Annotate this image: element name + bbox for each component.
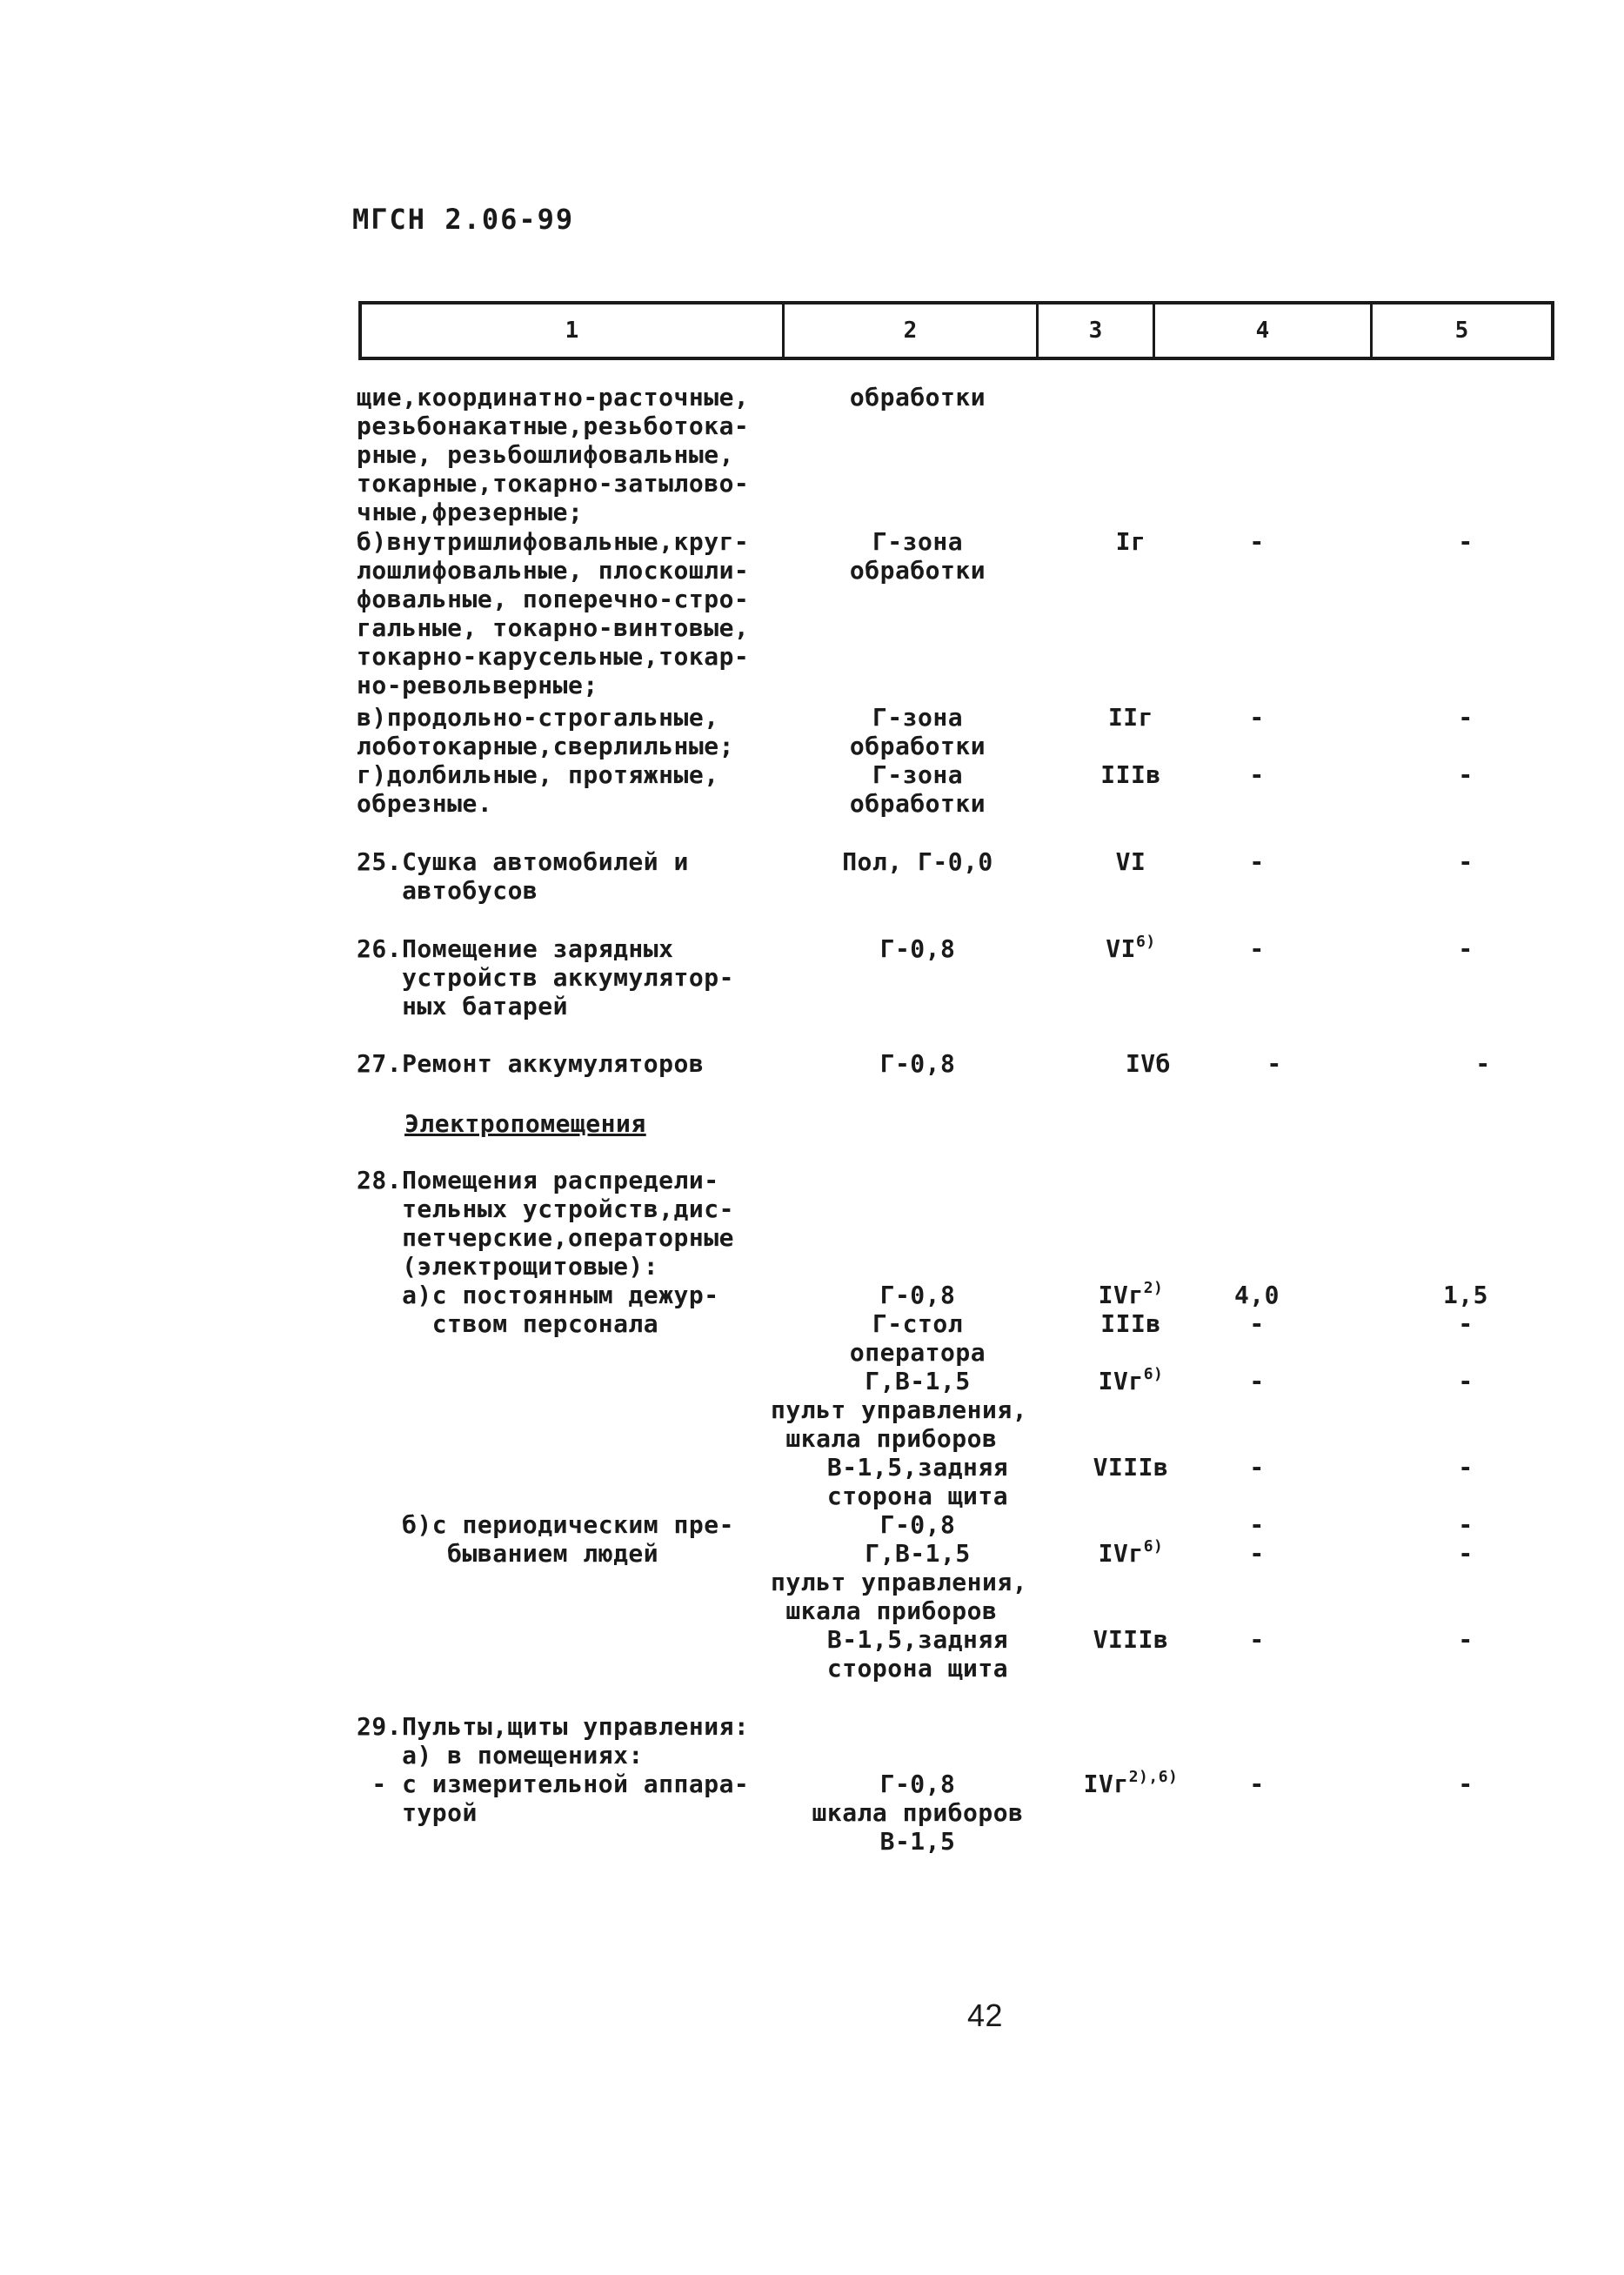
row-26-col5: -	[1458, 934, 1474, 963]
row-b-col4: -	[1249, 527, 1265, 556]
row-28a-col1: а)с постоянным дежур- ством персонала	[402, 1281, 719, 1338]
row-28a3-col4: -	[1249, 1367, 1265, 1395]
row-g-col4: -	[1249, 760, 1265, 789]
row-28a4-col5: -	[1458, 1453, 1474, 1482]
row-g-col5: -	[1458, 760, 1474, 789]
row-29-col1: 29.Пульты,щиты управления: а) в помещениях: - с измерительной аппара- турой	[357, 1712, 750, 1827]
row-28a2-col4: -	[1249, 1309, 1265, 1338]
row-28a3-col2: Г,В-1,5	[865, 1367, 971, 1395]
row-27-col5: -	[1475, 1049, 1491, 1078]
row-g-col1: г)долбильные, протяжные, обрезные.	[357, 760, 719, 818]
row-27-col2: Г-0,8	[879, 1049, 956, 1078]
row-28a3-col3	[1061, 1367, 1200, 1399]
row-28a1-col5: 1,5	[1442, 1281, 1489, 1309]
row-b-col2: Г-зона обработки	[849, 527, 986, 585]
row-25-col3: VI	[1115, 847, 1146, 876]
row-27-col4: -	[1266, 1049, 1282, 1078]
row-28b2-col3	[1061, 1539, 1200, 1571]
row-28b2-class: IVг	[1098, 1539, 1144, 1568]
row-28-col1: 28.Помещения распредели- тельных устройств,дис- петчерские,операторные (электрощитовые):	[357, 1166, 734, 1281]
row-28a4-col3: VIIIв	[1093, 1453, 1169, 1482]
row-28a2-col5: -	[1458, 1309, 1474, 1338]
section-heading: Электропомещения	[404, 1109, 646, 1138]
row-28b-col1: б)с периодическим пре- быванием людей	[402, 1510, 734, 1568]
row-28b1-col2: Г-0,8	[879, 1510, 956, 1539]
row-25-col4: -	[1249, 847, 1265, 876]
row-28a4-col2: В-1,5,задняя сторона щита	[826, 1453, 1009, 1510]
row-25-col1: 25.Сушка автомобилей и автобусов	[357, 847, 689, 905]
page-number: 42	[967, 1997, 1004, 2033]
row-29-class: IVг	[1083, 1770, 1129, 1798]
header-col-1: 1	[362, 304, 785, 357]
row-28b2-col2: Г,В-1,5	[865, 1539, 971, 1568]
row-b-col1: б)внутришлифовальные,круг- лошлифовальные, плоскошли- фовальные, поперечно-стро- гальные, токарно-винтовые, токарно-карусельные,токар- но-револьверные;	[357, 527, 750, 699]
cont-col2: обработки	[849, 383, 986, 412]
row-25-col5: -	[1458, 847, 1474, 876]
row-28b2-col5: -	[1458, 1539, 1474, 1568]
row-29-col4: -	[1249, 1770, 1265, 1798]
row-28b1-col4: -	[1249, 1510, 1265, 1539]
row-g-col3: IIIв	[1100, 760, 1161, 789]
cont-col1: щие,координатно-расточные, резьбонакатные,резьботока- рные, резьбошлифовальные, токарные,токарно-затылово- чные,фрезерные;	[357, 383, 750, 526]
table-header	[358, 301, 1554, 360]
row-b-col3: Iг	[1115, 527, 1146, 556]
row-v-col3: IIг	[1107, 703, 1154, 732]
row-v-col2: Г-зона обработки	[849, 703, 986, 760]
row-29-footnote: 2),6)	[1128, 1768, 1179, 1786]
row-26-col2: Г-0,8	[879, 934, 956, 963]
row-28a1-col2: Г-0,8	[879, 1281, 956, 1309]
row-28a1-class: IVг	[1098, 1281, 1144, 1309]
row-28a3-footnote: 6)	[1143, 1365, 1164, 1383]
row-29-col2: Г-0,8 шкала приборов В-1,5	[812, 1770, 1024, 1856]
row-28b2-col2-note: пульт управления, шкала приборов	[771, 1568, 1028, 1625]
row-28a3-col2-note: пульт управления, шкала приборов	[771, 1395, 1028, 1453]
row-b-col5: -	[1458, 527, 1474, 556]
row-28b3-col3: VIIIв	[1093, 1625, 1169, 1654]
row-28a1-col4: 4,0	[1233, 1281, 1280, 1309]
row-v-col5: -	[1458, 703, 1474, 732]
header-col-5: 5	[1454, 318, 1469, 344]
row-27-col1: 27.Ремонт аккумуляторов	[357, 1049, 705, 1078]
row-26-col1: 26.Помещение зарядных устройств аккумулятор- ных батарей	[357, 934, 734, 1020]
row-28b2-footnote: 6)	[1143, 1537, 1164, 1556]
row-28a3-col5: -	[1458, 1367, 1474, 1395]
row-26-col3	[1061, 934, 1200, 967]
row-28a4-col4: -	[1249, 1453, 1265, 1482]
row-28a1-footnote: 2)	[1143, 1279, 1164, 1297]
row-29-col5: -	[1458, 1770, 1474, 1798]
document-code: МГСН 2.06-99	[352, 203, 575, 236]
row-28a1-col3	[1061, 1281, 1200, 1313]
row-28b3-col5: -	[1458, 1625, 1474, 1654]
row-26-class: VI	[1106, 934, 1137, 963]
row-28a2-col3: IIIв	[1100, 1309, 1161, 1338]
row-28b3-col2: В-1,5,задняя сторона щита	[826, 1625, 1009, 1683]
row-g-col2: Г-зона обработки	[849, 760, 986, 818]
row-26-col4: -	[1249, 934, 1265, 963]
row-28b2-col4: -	[1249, 1539, 1265, 1568]
row-28a3-class: IVг	[1098, 1367, 1144, 1395]
header-col-3: 3	[1039, 304, 1155, 357]
row-26-footnote: 6)	[1136, 933, 1156, 951]
row-29-col3	[1061, 1770, 1200, 1802]
row-v-col1: в)продольно-строгальные, лоботокарные,сверлильные;	[357, 703, 734, 760]
row-28b1-col5: -	[1458, 1510, 1474, 1539]
header-col-4: 4	[1155, 304, 1373, 357]
row-25-col2: Пол, Г-0,0	[842, 847, 993, 876]
row-v-col4: -	[1249, 703, 1265, 732]
row-28b3-col4: -	[1249, 1625, 1265, 1654]
row-28a2-col2: Г-стол оператора	[849, 1309, 986, 1367]
header-col-2: 2	[785, 304, 1039, 357]
row-27-col3: IVб	[1125, 1049, 1172, 1078]
